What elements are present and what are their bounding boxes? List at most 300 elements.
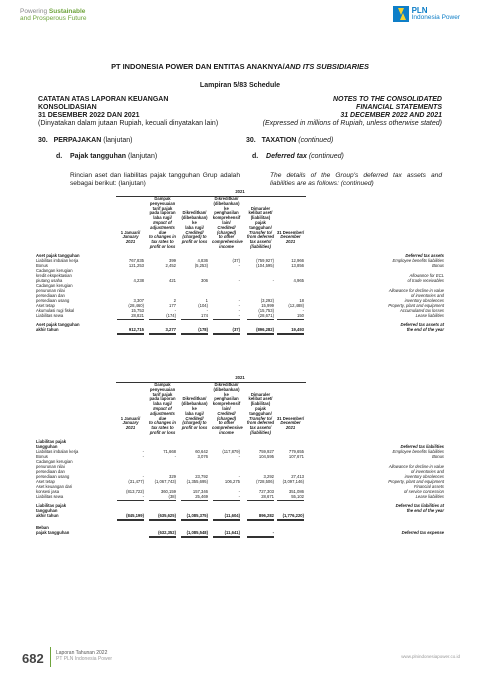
row-label: piutang usaha <box>36 278 63 283</box>
row-label-en: the end of the year <box>406 508 444 513</box>
column-header-en: Transfer to/ <box>249 229 272 235</box>
row-label: persediaan dan <box>36 293 65 298</box>
cell-value: - <box>272 530 274 535</box>
total-underline <box>117 500 144 501</box>
column-header-id: pada laporan <box>149 396 176 402</box>
cell-value: - <box>238 474 240 479</box>
row-label: Akumulasi rugi fiskal <box>36 308 75 313</box>
row-label-en: Lease liabilities <box>415 494 444 499</box>
column-header-en: to changes in <box>149 420 176 426</box>
column-header-en: 2021 <box>285 239 296 245</box>
row-label-en: Accumulated tax losses <box>400 308 444 313</box>
column-header-en: comprehensive <box>212 239 243 245</box>
row-label-en: Deferred tax expense <box>401 530 444 535</box>
column-header-id: 1 Januari/ <box>120 229 141 235</box>
cell-value: 779,655 <box>288 449 304 454</box>
row-label: Liabilitas pajak <box>36 503 67 508</box>
total-underline <box>181 500 208 501</box>
cell-value: 19,493 <box>291 327 304 332</box>
row-label-en: of inventories and <box>410 469 444 474</box>
total-underline <box>117 520 144 521</box>
column-header-id: tarif pajak <box>152 205 173 211</box>
column-header-en: tax assets/ <box>249 239 272 245</box>
column-header-id: (liabilitas) pajak <box>250 215 271 225</box>
column-header-id: Dikreditkan/ <box>182 210 207 216</box>
cell-value: - <box>238 489 240 494</box>
column-header-id: (liabilitas) pajak <box>250 401 271 411</box>
total-underline <box>277 500 304 501</box>
cell-value: (178) <box>198 327 208 332</box>
total-underline <box>181 520 208 521</box>
intro-left: Rincian aset dan liabilitas pajak tangguhan Grup adalah sebagai berikut: (lanjutan) <box>70 172 240 187</box>
column-header-id: laba rugi/ <box>185 410 204 416</box>
section-title-right: 30. TAXATION (continued) <box>246 137 334 144</box>
column-header-id: laba rugi/ <box>185 224 204 230</box>
total-underline <box>247 319 274 320</box>
brand-tagline: Powering Sustainable and Prosperous Future <box>20 8 87 22</box>
cell-value: (28,671) <box>258 313 274 318</box>
cell-value: 4,238 <box>133 278 144 283</box>
total-underline <box>277 520 304 521</box>
cell-value: 13,856 <box>291 263 304 268</box>
cell-value: 12,966 <box>291 258 304 263</box>
column-header-id: tangguhan/ <box>249 224 272 230</box>
cell-value: (728,506) <box>256 479 274 484</box>
column-header-id: komprehensif <box>212 215 241 221</box>
column-header <box>180 397 209 431</box>
column-header-en: Transfer to/ <box>249 415 272 421</box>
cell-value: (845,199) <box>126 513 144 518</box>
column-header <box>246 207 275 250</box>
cell-value: 106,275 <box>224 479 240 484</box>
column-header <box>180 211 209 245</box>
cell-value: (12,488) <box>288 303 304 308</box>
cell-value: (37) <box>232 258 240 263</box>
column-header-en: from deferred <box>246 420 275 426</box>
row-label: Bonus <box>36 263 48 268</box>
column-header-en: January <box>122 420 139 426</box>
cell-value: - <box>238 278 240 283</box>
cell-value: (28,460) <box>128 303 144 308</box>
column-header-id: (dibebankan) <box>213 386 240 392</box>
cell-value: (117,879) <box>222 449 240 454</box>
row-label: tangguhan <box>36 508 58 513</box>
cell-value: - <box>142 454 144 459</box>
cell-value: (31,477) <box>128 479 144 484</box>
cell-value: (813,722) <box>126 489 144 494</box>
column-header-en: profit or loss <box>149 243 176 249</box>
document-title: PT INDONESIA POWER DAN ENTITAS ANAKNYA/AND ITS SUBSIDIARIES <box>111 62 369 71</box>
column-header-en: (charged) to <box>182 234 207 240</box>
column-header-id: 1 Januari/ <box>120 415 141 421</box>
cell-value: (1,085,375) <box>186 513 208 518</box>
column-header-id: Dimaraler <box>250 391 271 397</box>
column-header-id: tangguhan/ <box>249 410 272 416</box>
cell-value: 360,159 <box>160 489 176 494</box>
row-label-en: Allowance for decline in value <box>388 288 444 293</box>
row-label-en: Allowance for decline in value <box>388 464 444 469</box>
deferred-tax-assets-table <box>36 190 444 370</box>
row-label-en: Bonus <box>432 263 444 268</box>
cell-value: 121,253 <box>128 263 144 268</box>
column-header <box>116 231 145 245</box>
cell-value: - <box>238 494 240 499</box>
cell-value: (37) <box>232 327 240 332</box>
cell-value: (11,604) <box>224 513 240 518</box>
column-header-en: Credited/ <box>185 415 204 421</box>
cell-value: (759,927) <box>256 258 274 263</box>
cell-value: (1,355,695) <box>186 479 208 484</box>
column-header-id: ke <box>192 219 197 225</box>
total-underline <box>149 520 176 521</box>
cell-value: 177 <box>169 303 176 308</box>
cell-value: - <box>272 278 274 283</box>
row-label: Liabilitas pajak <box>36 439 67 444</box>
total-underline <box>149 537 176 538</box>
row-label: Liabilitas sewa <box>36 313 64 318</box>
column-header-en: 2021 <box>285 425 296 431</box>
total-underline <box>181 319 208 320</box>
header-left: CATATAN ATAS LAPORAN KEUANGAN KONSOLIDASIAN 31 DESEMBER 2022 DAN 2021 (Dinyatakan dalam jutaan Rupiah, kecuali dinyatakan lain) <box>38 96 219 127</box>
row-label: Aset tetap <box>36 303 55 308</box>
column-header-id: (dibebankan) <box>181 401 208 407</box>
total-underline <box>277 334 304 335</box>
total-underline <box>117 319 144 320</box>
column-header-en: 2021 <box>125 239 136 245</box>
row-label: penurunan nilai <box>36 464 65 469</box>
total-underline <box>213 334 240 335</box>
column-header-id: ke penghasilan <box>214 205 239 216</box>
column-header-en: adjustments due <box>150 224 175 235</box>
row-label-en: Deferred tax liabilities <box>400 444 444 449</box>
cell-value: - <box>206 308 208 313</box>
total-underline <box>213 319 240 320</box>
cell-value: (104,595) <box>256 263 274 268</box>
cell-value: - <box>174 308 176 313</box>
footer-website: www.plnindonesiapower.co.id <box>401 654 460 659</box>
row-label: Aset pajak tangguhan <box>36 253 80 258</box>
column-header-en: January <box>122 234 139 240</box>
total-underline <box>149 334 176 335</box>
cell-value: (635,625) <box>158 513 176 518</box>
column-header-id: Dikreditkan/ <box>214 196 239 201</box>
column-header-en: comprehensive <box>212 425 243 431</box>
year-underline <box>116 382 306 383</box>
row-label-en: of service concession <box>403 489 444 494</box>
cell-value: 15,753 <box>131 308 144 313</box>
table-row <box>36 328 444 333</box>
cell-value: 150 <box>297 313 304 318</box>
cell-value: - <box>174 454 176 459</box>
cell-value: 351,086 <box>288 489 304 494</box>
row-label: penurunan nilai <box>36 288 65 293</box>
column-header-en: income <box>219 429 234 435</box>
cell-value: 23,792 <box>195 474 208 479</box>
row-label-en: the end of the year <box>406 327 444 332</box>
column-header-en: (liabilities) <box>250 243 271 249</box>
row-label: Cadangan kerugian <box>36 459 73 464</box>
row-label-en: inventory obsolences <box>404 298 444 303</box>
cell-value: - <box>142 494 144 499</box>
row-label-en: Financial assets <box>413 484 444 489</box>
row-label: Bonus <box>36 454 48 459</box>
total-underline <box>213 537 240 538</box>
column-header-en: tax assets/ <box>249 425 272 431</box>
row-label: akhir tahun <box>36 327 59 332</box>
subsection-title-right: d. Deferred tax (continued) <box>252 153 344 160</box>
cell-value: 157,346 <box>192 489 208 494</box>
cell-value: (1,085,548) <box>186 530 208 535</box>
cell-value: 4,836 <box>197 258 208 263</box>
cell-value: - <box>238 298 240 303</box>
column-header-id: Dampak <box>154 196 171 201</box>
column-header-en: December <box>280 234 301 240</box>
pln-logo: PLN Indonesia Power <box>393 6 460 22</box>
column-header-id: laba rugi/ <box>153 401 172 407</box>
column-header <box>212 383 241 436</box>
section-title-left: 30. PERPAJAKAN (lanjutan) <box>38 137 133 144</box>
table-row <box>36 514 444 519</box>
column-header-id: lain/ <box>222 219 231 225</box>
cell-value: (3,097,146) <box>282 479 304 484</box>
column-header-id: penyesuaian <box>149 200 176 206</box>
cell-value: 28,671 <box>261 494 274 499</box>
table-row <box>36 314 444 319</box>
column-header-en: from deferred <box>246 234 275 240</box>
cell-value: 399 <box>169 258 176 263</box>
column-header-en: income <box>219 243 234 249</box>
row-label: Cadangan kerugian <box>36 268 73 273</box>
column-header-en: 2021 <box>125 425 136 431</box>
row-label-en: Employee benefits liabilities <box>392 258 444 263</box>
cell-value: - <box>238 303 240 308</box>
total-underline <box>181 334 208 335</box>
row-label-en: Deferred tax assets at <box>400 322 444 327</box>
cell-value: 306 <box>201 278 208 283</box>
column-header-en: tax rates to <box>151 425 174 431</box>
column-header-en: profit or loss <box>149 429 176 435</box>
row-label: tangguhan <box>36 444 58 449</box>
cell-value: 3,277 <box>165 327 176 332</box>
column-header <box>212 197 241 250</box>
cell-value: (174) <box>166 313 176 318</box>
column-header-id: (dibebankan) <box>181 215 208 221</box>
row-label-en: of inventories and <box>410 293 444 298</box>
column-header-en: to changes in <box>149 234 176 240</box>
column-header-id: ke <box>192 405 197 411</box>
cell-value: 3,292 <box>263 474 274 479</box>
column-header-en: tax rates to <box>151 239 174 245</box>
cell-value: 27,413 <box>291 474 304 479</box>
cell-value: 329 <box>169 474 176 479</box>
cell-value: - <box>142 449 144 454</box>
row-label: Liabilitas imbalan kerja <box>36 449 79 454</box>
row-label: akhir tahun <box>36 513 59 518</box>
total-underline <box>117 334 144 335</box>
row-label: pajak tangguhan <box>36 530 70 535</box>
cell-value: 2 <box>173 298 176 303</box>
cell-value: (104) <box>198 303 208 308</box>
cell-value: - <box>238 263 240 268</box>
row-label-en: inventory obsolences <box>404 474 444 479</box>
row-label: konsesi jasa <box>36 489 60 494</box>
row-label: Aset pajak tangguhan <box>36 322 80 327</box>
schedule-label: Lampiran 5/83 Schedule <box>199 82 281 89</box>
cell-value: 2,452 <box>165 263 176 268</box>
row-label: persediaan usang <box>36 474 70 479</box>
column-header-id: kelibat aset/ <box>248 210 273 216</box>
column-header-en: to other <box>218 420 235 426</box>
column-header-en: profit or loss <box>181 239 208 245</box>
column-header-id: Dimaraler <box>250 205 271 211</box>
column-header-id: pada laporan <box>149 210 176 216</box>
intro-right: The details of the Group's deferred tax assets and liabilities are as follows: (continued) <box>270 172 442 187</box>
row-label-en: Bonus <box>432 454 444 459</box>
row-label-en: Deferred tax liabilities at <box>395 503 444 508</box>
cell-value: 421 <box>169 278 176 283</box>
total-underline <box>247 334 274 335</box>
year-header: 2021 <box>235 375 245 380</box>
column-header-en: to other <box>218 234 235 240</box>
pln-logo-icon <box>393 6 409 22</box>
row-label: Cadangan kerugian <box>36 283 73 288</box>
column-header-en: (liabilities) <box>250 429 271 435</box>
column-header-id: Dikreditkan/ <box>182 396 207 402</box>
row-label: Beban <box>36 525 49 530</box>
row-label: Liabilitas sewa <box>36 494 64 499</box>
cell-value: 3,076 <box>197 454 208 459</box>
column-header <box>148 197 177 250</box>
column-header-id: penyesuaian <box>149 386 176 392</box>
row-label-en: Lease liabilities <box>415 313 444 318</box>
cell-value: - <box>302 308 304 313</box>
column-header-id: 31 Desember/ <box>276 229 305 235</box>
cell-value: 896,282 <box>258 513 274 518</box>
cell-value: 4,965 <box>293 278 304 283</box>
column-header <box>246 393 275 436</box>
total-underline <box>213 520 240 521</box>
cell-value: 104,595 <box>258 454 274 459</box>
cell-value: 767,835 <box>128 258 144 263</box>
column-header <box>276 417 305 431</box>
row-label: kredit ekspektasian <box>36 273 72 278</box>
row-label-en: Deferred tax assets <box>405 253 444 258</box>
total-underline <box>213 500 240 501</box>
cell-value: (632,352) <box>158 530 176 535</box>
cell-value: (11,641) <box>224 530 240 535</box>
column-header-en: (charged) to <box>182 420 207 426</box>
row-label-en: of trade receivables <box>407 278 444 283</box>
row-label: persediaan dan <box>36 469 65 474</box>
cell-value: (896,282) <box>256 327 274 332</box>
subsection-title-left: d. Pajak tangguhan (lanjutan) <box>56 153 158 160</box>
total-underline <box>149 500 176 501</box>
cell-value: 1 <box>205 298 208 303</box>
cell-value: - <box>238 454 240 459</box>
cell-value: (1,776,220) <box>282 513 304 518</box>
row-label-en: Employee benefits liabilities <box>392 449 444 454</box>
total-underline <box>247 537 274 538</box>
column-header-id: kelibat aset/ <box>248 396 273 402</box>
page-number: 682 <box>22 651 44 666</box>
column-header-en: Impact of <box>153 405 172 411</box>
cell-value: 15,999 <box>261 303 274 308</box>
row-label: persediaan usang <box>36 298 70 303</box>
column-header <box>148 383 177 436</box>
column-header <box>276 231 305 245</box>
column-header-id: lain/ <box>222 405 231 411</box>
column-header <box>116 417 145 431</box>
cell-value: 55,102 <box>291 494 304 499</box>
column-header-en: (charged) <box>216 415 237 421</box>
column-header-id: 31 Desember/ <box>276 415 305 421</box>
cell-value: 174 <box>201 313 208 318</box>
cell-value: 25,469 <box>195 494 208 499</box>
total-underline <box>149 319 176 320</box>
column-header-id: Dikreditkan/ <box>214 382 239 387</box>
column-header-id: Dampak <box>154 382 171 387</box>
row-label-en: Allowance for ECL <box>409 273 444 278</box>
cell-value: - <box>238 308 240 313</box>
cell-value: - <box>238 313 240 318</box>
column-header-en: profit or loss <box>181 425 208 431</box>
year-header: 2021 <box>235 189 245 194</box>
cell-value: 912,715 <box>128 327 144 332</box>
cell-value: - <box>142 474 144 479</box>
column-header-id: komprehensif <box>212 401 241 407</box>
row-label: Aset tetap <box>36 479 55 484</box>
cell-value: 727,303 <box>258 489 274 494</box>
row-label-en: Property, plant and equipment <box>388 303 444 308</box>
column-header-en: Credited/ <box>185 229 204 235</box>
table-row <box>36 495 444 500</box>
cell-value: (5,253) <box>194 263 208 268</box>
column-header-en: December <box>280 420 301 426</box>
column-header-id: laba rugi/ <box>153 215 172 221</box>
total-underline <box>247 520 274 521</box>
column-header-id: tarif pajak <box>152 391 173 397</box>
column-header-id: (dibebankan) <box>213 200 240 206</box>
cell-value: 3,307 <box>133 298 144 303</box>
cell-value: 107,671 <box>288 454 304 459</box>
total-underline <box>181 537 208 538</box>
row-label: Aset keuangan dari <box>36 484 73 489</box>
column-header-id: ke penghasilan <box>214 391 239 402</box>
footer-divider <box>50 647 51 667</box>
deferred-tax-liabilities-table <box>36 376 444 611</box>
column-header-en: (charged) <box>216 229 237 235</box>
total-underline <box>247 500 274 501</box>
cell-value: (38) <box>168 494 176 499</box>
row-label: Liabilitas imbalan kerja <box>36 258 79 263</box>
cell-value: 18 <box>299 298 304 303</box>
year-underline <box>116 196 306 197</box>
header-right: NOTES TO THE CONSOLIDATED FINANCIAL STATEMENTS 31 DECEMBER 2022 AND 2021 (Expressed in millions of Rupiah, unless otherwise stated) <box>262 96 442 127</box>
row-label-en: Property, plant and equipment <box>388 479 444 484</box>
column-header-en: Impact of <box>153 219 172 225</box>
column-header-en: Credited/ <box>217 224 236 230</box>
cell-value: 28,821 <box>131 313 144 318</box>
cell-value: (1,067,743) <box>154 479 176 484</box>
cell-value: 60,642 <box>195 449 208 454</box>
table-row <box>36 531 444 536</box>
total-underline <box>277 319 304 320</box>
cell-value: (3,292) <box>260 298 274 303</box>
cell-value: 71,668 <box>163 449 176 454</box>
column-header-en: Credited/ <box>217 410 236 416</box>
footer-report: Laporan Tahunan 2022 PT PLN Indonesia Power <box>56 650 113 662</box>
cell-value: (15,753) <box>258 308 274 313</box>
